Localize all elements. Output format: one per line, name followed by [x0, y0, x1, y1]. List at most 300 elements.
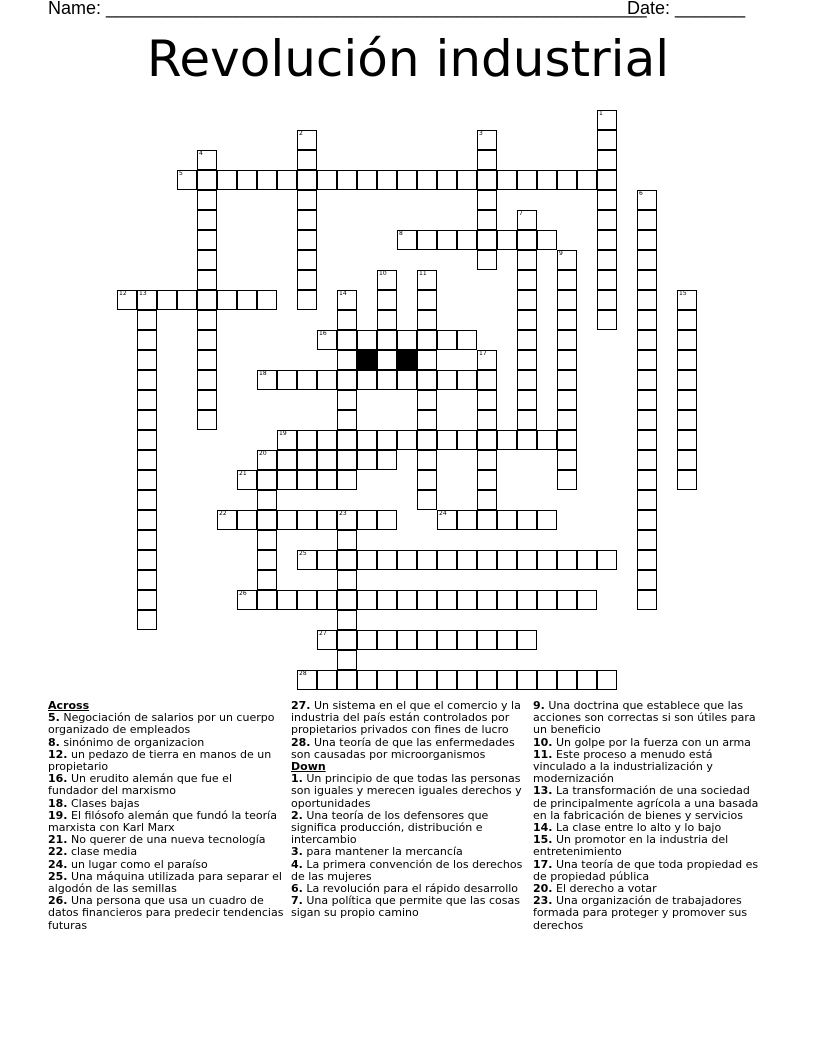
clue-column-3	[533, 700, 765, 932]
name-field[interactable]: Name: ______________________________________________________	[48, 0, 647, 18]
grid-cell[interactable]	[637, 510, 657, 530]
grid-cell[interactable]	[317, 370, 337, 390]
grid-cell[interactable]	[677, 330, 697, 350]
grid-cell[interactable]	[417, 170, 437, 190]
grid-cell[interactable]	[297, 470, 317, 490]
grid-cell[interactable]	[417, 310, 437, 330]
grid-cell[interactable]	[397, 170, 417, 190]
grid-cell[interactable]	[417, 230, 437, 250]
grid-cell[interactable]	[517, 510, 537, 530]
grid-cell[interactable]	[257, 290, 277, 310]
grid-cell[interactable]	[557, 290, 577, 310]
grid-cell[interactable]	[477, 670, 497, 690]
grid-cell[interactable]	[457, 230, 477, 250]
grid-cell[interactable]	[677, 390, 697, 410]
grid-cell[interactable]	[257, 570, 277, 590]
clue-number-label: 5.	[48, 711, 60, 725]
grid-cell[interactable]	[537, 590, 557, 610]
clue-number: 7	[519, 210, 523, 217]
grid-cell[interactable]	[677, 410, 697, 430]
clue-number: 24	[439, 510, 447, 517]
grid-cell[interactable]	[137, 610, 157, 630]
grid-cell[interactable]	[517, 670, 537, 690]
grid-cell[interactable]	[137, 430, 157, 450]
grid-cell[interactable]	[337, 390, 357, 410]
clue-number: 25	[299, 550, 307, 557]
grid-cell[interactable]	[297, 430, 317, 450]
grid-cell[interactable]	[517, 170, 537, 190]
grid-cell[interactable]	[437, 550, 457, 570]
grid-cell[interactable]	[317, 450, 337, 470]
grid-cell[interactable]	[597, 270, 617, 290]
grid-cell[interactable]	[357, 430, 377, 450]
grid-cell[interactable]	[257, 170, 277, 190]
grid-cell[interactable]	[337, 350, 357, 370]
grid-cell[interactable]	[597, 310, 617, 330]
grid-cell[interactable]	[377, 430, 397, 450]
grid-cell[interactable]	[417, 670, 437, 690]
grid-cell[interactable]	[637, 230, 657, 250]
grid-cell[interactable]	[177, 290, 197, 310]
grid-cell[interactable]	[397, 670, 417, 690]
grid-cell[interactable]	[677, 430, 697, 450]
grid-cell[interactable]	[317, 470, 337, 490]
grid-cell[interactable]	[477, 510, 497, 530]
grid-cell[interactable]	[457, 510, 477, 530]
grid-cell[interactable]	[457, 370, 477, 390]
grid-cell[interactable]	[597, 670, 617, 690]
grid-cell[interactable]	[357, 590, 377, 610]
grid-cell[interactable]	[197, 390, 217, 410]
grid-cell[interactable]	[357, 450, 377, 470]
grid-cell[interactable]	[477, 470, 497, 490]
grid-cell[interactable]	[377, 590, 397, 610]
grid-cell[interactable]	[417, 390, 437, 410]
grid-cell[interactable]	[637, 570, 657, 590]
grid-cell[interactable]	[577, 550, 597, 570]
grid-cell[interactable]	[677, 350, 697, 370]
grid-cell[interactable]	[457, 330, 477, 350]
down-clue	[291, 810, 525, 847]
clue-number: 4	[199, 150, 203, 157]
grid-cell[interactable]	[257, 510, 277, 530]
grid-cell[interactable]	[417, 330, 437, 350]
grid-cell[interactable]	[197, 330, 217, 350]
grid-cell[interactable]	[357, 370, 377, 390]
clue-text: Un sistema en el que el comercio y la industria del país están controlados por propietarios privados con fines de lucro	[291, 699, 521, 737]
grid-cell[interactable]	[337, 330, 357, 350]
grid-cell[interactable]	[337, 530, 357, 550]
grid-cell[interactable]	[517, 410, 537, 430]
grid-cell[interactable]	[137, 550, 157, 570]
grid-cell[interactable]	[197, 270, 217, 290]
grid-cell[interactable]	[477, 150, 497, 170]
clue-number-label: 8.	[48, 735, 60, 749]
grid-cell[interactable]	[637, 330, 657, 350]
grid-cell[interactable]	[137, 330, 157, 350]
grid-cell[interactable]	[477, 370, 497, 390]
grid-cell[interactable]	[397, 430, 417, 450]
grid-cell[interactable]	[437, 230, 457, 250]
grid-cell[interactable]	[477, 210, 497, 230]
grid-cell[interactable]	[457, 590, 477, 610]
grid-cell[interactable]	[557, 410, 577, 430]
grid-cell[interactable]	[137, 370, 157, 390]
grid-cell[interactable]	[517, 330, 537, 350]
clue-text: Este proceso a menudo está vinculado a la industrialización y modernización	[533, 747, 713, 786]
grid-cell[interactable]	[197, 210, 217, 230]
grid-cell[interactable]	[477, 550, 497, 570]
grid-cell[interactable]	[397, 590, 417, 610]
grid-cell[interactable]	[257, 490, 277, 510]
grid-cell[interactable]	[257, 590, 277, 610]
grid-cell[interactable]	[297, 210, 317, 230]
grid-cell[interactable]	[497, 230, 517, 250]
grid-cell[interactable]	[377, 290, 397, 310]
grid-cell[interactable]	[217, 290, 237, 310]
grid-cell[interactable]	[297, 590, 317, 610]
grid-cell[interactable]	[537, 510, 557, 530]
grid-cell[interactable]	[137, 490, 157, 510]
grid-cell[interactable]	[637, 390, 657, 410]
grid-cell[interactable]	[637, 270, 657, 290]
grid-cell[interactable]	[337, 470, 357, 490]
grid-cell[interactable]	[257, 530, 277, 550]
grid-cell[interactable]	[557, 350, 577, 370]
grid-cell[interactable]	[237, 290, 257, 310]
across-clue	[291, 700, 525, 737]
grid-cell[interactable]	[677, 370, 697, 390]
grid-cell[interactable]	[417, 630, 437, 650]
grid-cell[interactable]	[497, 510, 517, 530]
grid-cell[interactable]	[557, 450, 577, 470]
grid-cell[interactable]	[477, 450, 497, 470]
grid-cell[interactable]	[417, 350, 437, 370]
grid-cell[interactable]	[557, 310, 577, 330]
grid-cell[interactable]	[557, 370, 577, 390]
grid-cell[interactable]	[537, 170, 557, 190]
clue-number: 27	[319, 630, 327, 637]
grid-cell[interactable]	[377, 550, 397, 570]
grid-cell[interactable]	[497, 670, 517, 690]
grid-cell[interactable]	[597, 230, 617, 250]
grid-cell[interactable]	[537, 430, 557, 450]
grid-cell[interactable]	[437, 330, 457, 350]
grid-cell[interactable]	[517, 550, 537, 570]
grid-cell[interactable]	[197, 310, 217, 330]
grid-cell[interactable]	[237, 510, 257, 530]
grid-cell[interactable]	[477, 250, 497, 270]
grid-cell[interactable]	[517, 310, 537, 330]
grid-cell[interactable]	[497, 630, 517, 650]
grid-cell[interactable]	[437, 630, 457, 650]
grid-cell[interactable]	[197, 290, 217, 310]
grid-cell[interactable]	[477, 170, 497, 190]
grid-cell[interactable]	[477, 630, 497, 650]
grid-cell[interactable]	[597, 290, 617, 310]
grid-cell[interactable]	[577, 670, 597, 690]
grid-cell[interactable]	[317, 510, 337, 530]
grid-cell[interactable]	[517, 390, 537, 410]
grid-cell[interactable]	[277, 370, 297, 390]
clue-text: Una teoría de que toda propiedad es de propiedad pública	[533, 857, 759, 883]
grid-cell[interactable]	[637, 450, 657, 470]
grid-cell[interactable]	[637, 530, 657, 550]
grid-cell[interactable]	[277, 450, 297, 470]
clue-number-label: 17.	[533, 857, 553, 871]
grid-cell[interactable]	[377, 350, 397, 370]
grid-cell[interactable]	[337, 590, 357, 610]
grid-cell[interactable]	[337, 370, 357, 390]
grid-cell[interactable]	[597, 150, 617, 170]
grid-cell[interactable]	[137, 390, 157, 410]
grid-cell[interactable]	[297, 450, 317, 470]
grid-cell[interactable]	[357, 550, 377, 570]
grid-cell[interactable]	[577, 170, 597, 190]
grid-cell[interactable]	[317, 430, 337, 450]
grid-cell[interactable]	[637, 290, 657, 310]
grid-cell[interactable]	[377, 450, 397, 470]
clue-text: Un principio de que todas las personas son iguales y merecen iguales derechos y oportunidades	[291, 772, 522, 810]
grid-cell[interactable]	[277, 170, 297, 190]
grid-cell[interactable]	[637, 370, 657, 390]
grid-cell[interactable]	[417, 290, 437, 310]
grid-cell[interactable]	[297, 370, 317, 390]
grid-cell[interactable]	[557, 270, 577, 290]
grid-cell[interactable]	[437, 430, 457, 450]
grid-cell[interactable]	[317, 550, 337, 570]
grid-cell[interactable]	[377, 170, 397, 190]
grid-cell[interactable]	[457, 630, 477, 650]
grid-cell[interactable]	[337, 670, 357, 690]
clue-number-label: 4.	[291, 857, 303, 871]
grid-cell[interactable]	[417, 430, 437, 450]
grid-cell[interactable]	[537, 550, 557, 570]
grid-cell[interactable]	[537, 670, 557, 690]
grid-cell[interactable]	[337, 550, 357, 570]
grid-cell[interactable]	[417, 410, 437, 430]
grid-cell[interactable]	[357, 170, 377, 190]
grid-cell[interactable]	[377, 370, 397, 390]
grid-cell[interactable]	[197, 370, 217, 390]
grid-cell[interactable]	[637, 430, 657, 450]
grid-cell[interactable]	[637, 490, 657, 510]
grid-cell[interactable]	[377, 510, 397, 530]
grid-cell[interactable]	[297, 170, 317, 190]
grid-cell[interactable]	[497, 550, 517, 570]
grid-cell[interactable]	[397, 370, 417, 390]
grid-cell[interactable]	[197, 190, 217, 210]
grid-cell[interactable]	[337, 570, 357, 590]
grid-cell[interactable]	[437, 590, 457, 610]
grid-cell[interactable]	[337, 450, 357, 470]
grid-cell[interactable]	[297, 250, 317, 270]
grid-cell[interactable]	[357, 510, 377, 530]
grid-cell[interactable]	[137, 510, 157, 530]
grid-cell[interactable]	[217, 170, 237, 190]
grid-cell[interactable]	[637, 550, 657, 570]
date-field[interactable]: Date: _______	[627, 0, 746, 18]
grid-cell[interactable]	[337, 630, 357, 650]
grid-cell[interactable]	[357, 630, 377, 650]
grid-cell[interactable]	[317, 170, 337, 190]
grid-cell[interactable]	[637, 350, 657, 370]
grid-cell[interactable]	[637, 410, 657, 430]
down-clue	[291, 773, 525, 810]
grid-cell[interactable]	[317, 670, 337, 690]
grid-cell[interactable]	[137, 410, 157, 430]
grid-cell[interactable]	[257, 470, 277, 490]
grid-cell[interactable]	[137, 470, 157, 490]
grid-cell[interactable]	[597, 190, 617, 210]
grid-cell[interactable]	[597, 550, 617, 570]
grid-cell[interactable]	[557, 470, 577, 490]
grid-cell[interactable]	[397, 630, 417, 650]
grid-cell[interactable]	[457, 670, 477, 690]
grid-cell[interactable]	[637, 210, 657, 230]
grid-cell[interactable]	[557, 550, 577, 570]
grid-cell[interactable]	[637, 250, 657, 270]
grid-cell[interactable]	[497, 170, 517, 190]
grid-cell[interactable]	[517, 630, 537, 650]
grid-cell[interactable]	[517, 590, 537, 610]
grid-cell[interactable]	[477, 490, 497, 510]
grid-cell[interactable]	[397, 330, 417, 350]
grid-cell[interactable]	[337, 430, 357, 450]
grid-cell[interactable]	[197, 230, 217, 250]
grid-cell[interactable]	[517, 290, 537, 310]
grid-cell[interactable]	[437, 370, 457, 390]
grid-cell[interactable]	[297, 270, 317, 290]
grid-cell[interactable]	[557, 590, 577, 610]
grid-cell[interactable]	[277, 470, 297, 490]
grid-cell[interactable]	[557, 670, 577, 690]
grid-cell[interactable]	[277, 510, 297, 530]
clue-number: 6	[639, 190, 643, 197]
grid-cell[interactable]	[377, 630, 397, 650]
grid-cell[interactable]	[517, 350, 537, 370]
grid-cell[interactable]	[377, 670, 397, 690]
grid-cell[interactable]	[637, 470, 657, 490]
grid-cell[interactable]	[417, 550, 437, 570]
grid-cell[interactable]	[637, 310, 657, 330]
grid-cell[interactable]	[517, 370, 537, 390]
grid-cell[interactable]	[197, 410, 217, 430]
grid-cell[interactable]	[597, 250, 617, 270]
grid-cell[interactable]	[457, 430, 477, 450]
grid-cell[interactable]	[137, 530, 157, 550]
grid-cell[interactable]	[437, 670, 457, 690]
grid-cell[interactable]	[157, 290, 177, 310]
grid-cell[interactable]	[397, 550, 417, 570]
grid-cell[interactable]	[137, 590, 157, 610]
down-clue	[533, 700, 765, 737]
grid-cell[interactable]	[297, 510, 317, 530]
clue-text: Una máquina utilizada para separar el algodón de las semillas	[48, 869, 282, 896]
grid-cell[interactable]	[457, 170, 477, 190]
grid-cell[interactable]	[477, 190, 497, 210]
grid-cell[interactable]	[137, 570, 157, 590]
grid-cell[interactable]	[557, 430, 577, 450]
grid-cell[interactable]	[297, 290, 317, 310]
grid-cell[interactable]	[377, 310, 397, 330]
clue-column-2	[291, 700, 525, 920]
grid-cell[interactable]	[317, 590, 337, 610]
grid-cell[interactable]	[297, 150, 317, 170]
grid-cell[interactable]	[357, 330, 377, 350]
clue-number-label: 11.	[533, 747, 553, 761]
grid-cell[interactable]	[297, 230, 317, 250]
grid-cell[interactable]	[417, 590, 437, 610]
grid-cell[interactable]	[137, 350, 157, 370]
clue-number-label: 19.	[48, 808, 68, 822]
grid-cell[interactable]	[197, 350, 217, 370]
grid-cell[interactable]	[197, 170, 217, 190]
grid-cell[interactable]	[577, 590, 597, 610]
grid-cell[interactable]	[677, 450, 697, 470]
clue-number: 26	[239, 590, 247, 597]
grid-cell[interactable]	[437, 170, 457, 190]
grid-cell[interactable]	[677, 310, 697, 330]
grid-cell[interactable]	[497, 590, 517, 610]
grid-cell[interactable]	[337, 610, 357, 630]
grid-cell[interactable]	[137, 310, 157, 330]
grid-cell[interactable]	[197, 250, 217, 270]
grid-cell[interactable]	[417, 490, 437, 510]
grid-cell[interactable]	[417, 370, 437, 390]
grid-cell[interactable]	[497, 430, 517, 450]
grid-cell[interactable]	[297, 190, 317, 210]
grid-cell[interactable]	[137, 450, 157, 470]
clue-number: 3	[479, 130, 483, 137]
grid-cell[interactable]	[557, 390, 577, 410]
grid-cell[interactable]	[417, 470, 437, 490]
clue-text: Una doctrina que establece que las acciones son correctas si son útiles para un beneficio	[533, 699, 756, 737]
grid-cell[interactable]	[337, 170, 357, 190]
grid-cell[interactable]	[637, 590, 657, 610]
grid-cell[interactable]	[477, 230, 497, 250]
grid-cell[interactable]	[277, 590, 297, 610]
grid-cell[interactable]	[417, 450, 437, 470]
grid-cell[interactable]	[477, 430, 497, 450]
grid-cell[interactable]	[237, 170, 257, 190]
grid-cell[interactable]	[477, 410, 497, 430]
grid-cell[interactable]	[377, 330, 397, 350]
grid-cell[interactable]	[597, 210, 617, 230]
grid-cell[interactable]	[677, 470, 697, 490]
grid-cell[interactable]	[597, 130, 617, 150]
grid-cell[interactable]	[597, 170, 617, 190]
grid-cell[interactable]	[357, 670, 377, 690]
grid-cell[interactable]	[517, 230, 537, 250]
grid-cell[interactable]	[457, 550, 477, 570]
grid-cell[interactable]	[257, 550, 277, 570]
grid-cell[interactable]	[557, 170, 577, 190]
clue-number: 14	[339, 290, 347, 297]
clue-number: 18	[259, 370, 267, 377]
grid-cell[interactable]	[477, 390, 497, 410]
grid-cell[interactable]	[537, 230, 557, 250]
down-clue	[533, 749, 765, 786]
grid-cell[interactable]	[337, 410, 357, 430]
grid-cell[interactable]	[337, 650, 357, 670]
grid-cell[interactable]	[337, 310, 357, 330]
grid-cell[interactable]	[517, 250, 537, 270]
grid-cell[interactable]	[517, 270, 537, 290]
grid-cell[interactable]	[477, 590, 497, 610]
grid-cell[interactable]	[557, 330, 577, 350]
grid-cell[interactable]	[517, 430, 537, 450]
